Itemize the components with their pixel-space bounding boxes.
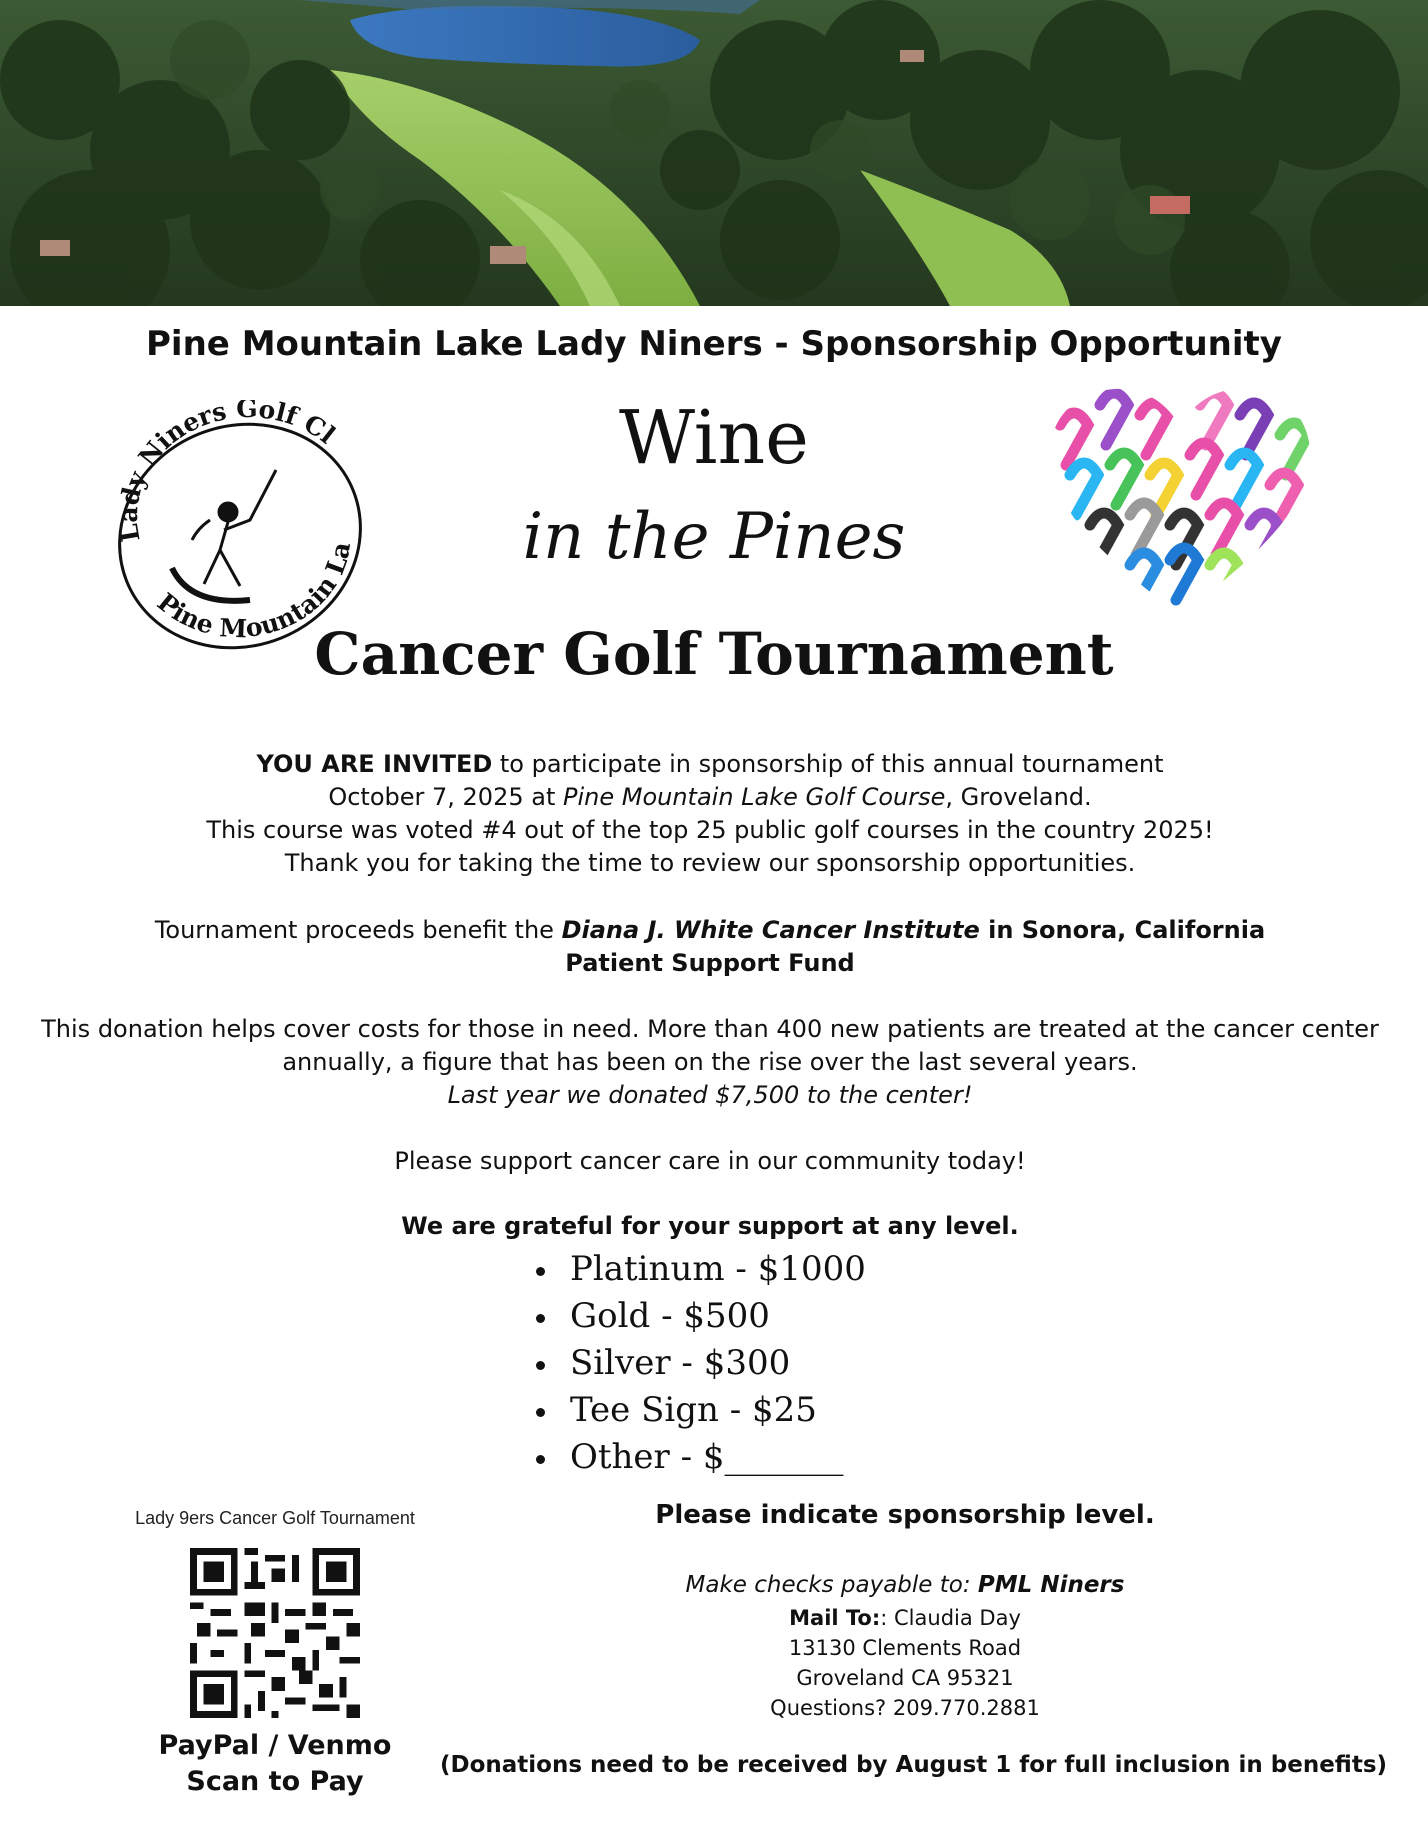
support-line: Please support cancer care in our community today! xyxy=(394,1147,1026,1175)
title-cancer-golf-tournament: Cancer Golf Tournament xyxy=(314,620,1114,688)
invitation-paragraph: YOU ARE INVITED to participate in sponsorship of this annual tournament October 7, 2025 at Pine Mountain Lake Golf Course, Groveland. This course was voted #4 out of the top 25 public golf courses in the country 2025! Thank you for taking the time to review our sponsorship opportunities. xyxy=(40,748,1380,880)
hero-golf-course-photo xyxy=(0,0,1428,306)
mailing-info: Make checks payable to: PML Niners Mail To:: Claudia Day 13130 Clements Road Groveland CA 95321 Questions? 209.770.2881 xyxy=(560,1567,1250,1723)
grateful-line: We are grateful for your support at any level. xyxy=(401,1212,1019,1240)
institute-name: Diana J. White Cancer Institute xyxy=(561,916,980,944)
level-platinum: Platinum - $1000 xyxy=(530,1246,866,1293)
logo-bottom-text: Pine Mountain La xyxy=(151,539,357,644)
donation-deadline-note: (Donations need to be received by August 1 for full inclusion in benefits) xyxy=(440,1752,1388,1778)
questions-phone: Questions? 209.770.2881 xyxy=(770,1696,1040,1720)
course-ranking: This course was voted #4 out of the top 25 public golf courses in the country 2025! xyxy=(206,816,1214,844)
payee-name: PML Niners xyxy=(977,1572,1125,1598)
last-year-donation: Last year we donated $7,500 to the center! xyxy=(447,1081,973,1109)
mail-street: 13130 Clements Road xyxy=(788,1636,1022,1660)
qr-payment-label: PayPal / Venmo Scan to Pay xyxy=(158,1730,392,1797)
thank-you-line: Thank you for taking the time to review our sponsorship opportunities. xyxy=(284,849,1136,877)
sponsorship-levels-list xyxy=(530,1246,866,1481)
title-wine: Wine xyxy=(619,395,809,481)
qr-caption: Lady 9ers Cancer Golf Tournament xyxy=(135,1508,415,1528)
course-name: Pine Mountain Lake Golf Course xyxy=(562,783,946,811)
level-tee-sign: Tee Sign - $25 xyxy=(530,1387,866,1434)
title-in-the-pines: in the Pines xyxy=(522,500,906,574)
fund-name: Patient Support Fund xyxy=(565,949,855,977)
invited-lead: YOU ARE INVITED xyxy=(256,750,493,778)
donation-paragraph: This donation helps cover costs for those in need. More than 400 new patients are treated at the cancer center annually, a figure that has been on the rise over the last several years. Last year we donated $7,500 to the center! xyxy=(41,1015,1379,1109)
benefit-paragraph: Tournament proceeds benefit the Diana J. White Cancer Institute in Sonora, California Patient Support Fund xyxy=(154,916,1266,977)
payment-qr-code[interactable] xyxy=(190,1548,360,1718)
level-silver: Silver - $300 xyxy=(530,1340,866,1387)
mail-city: Groveland CA 95321 xyxy=(796,1666,1014,1690)
level-gold: Gold - $500 xyxy=(530,1293,866,1340)
logo-top-text: Lady Niners Golf Cl xyxy=(113,400,341,544)
sponsorship-headline: Pine Mountain Lake Lady Niners - Sponsorship Opportunity xyxy=(146,324,1282,364)
level-other: Other - $_______ xyxy=(530,1434,866,1481)
indicate-level-line: Please indicate sponsorship level. xyxy=(655,1500,1155,1530)
